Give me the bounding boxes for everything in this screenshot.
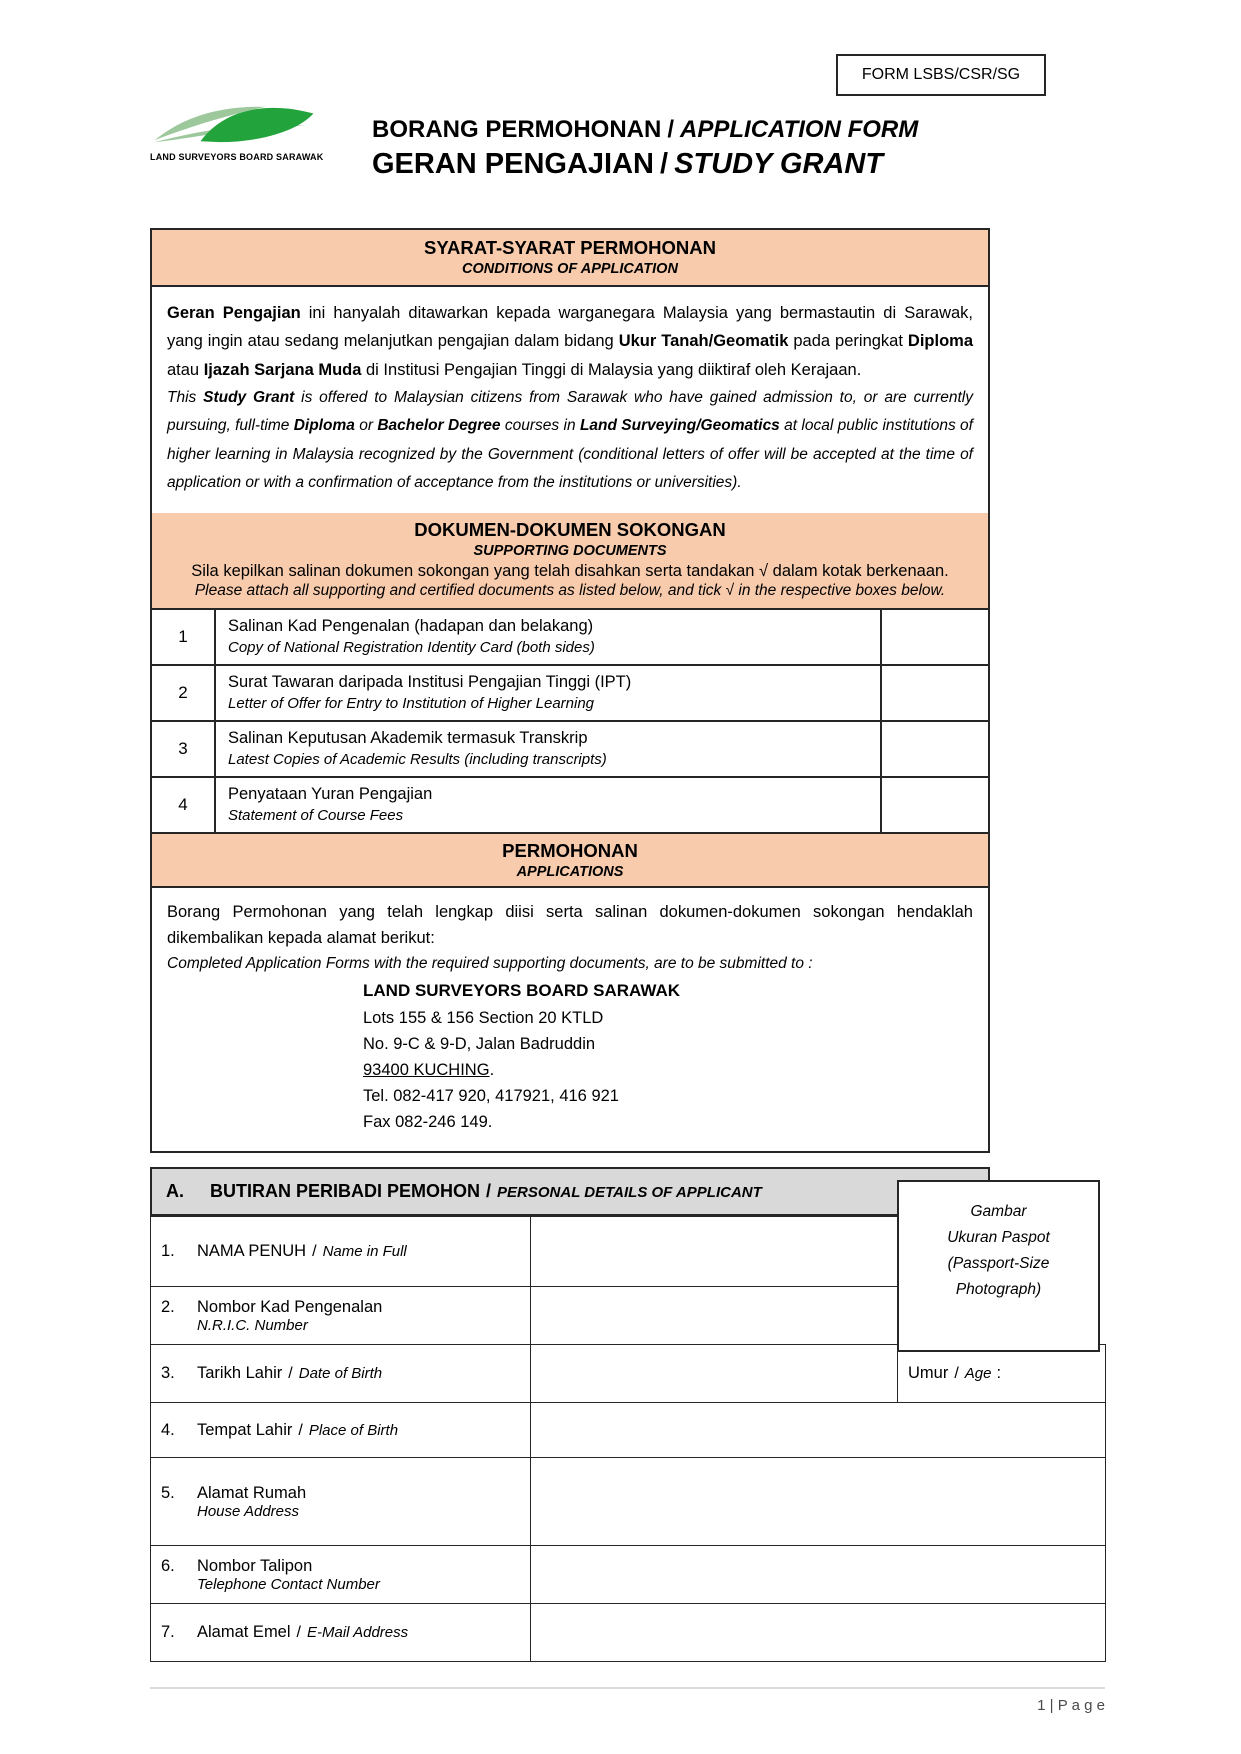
document-row-3	[152, 720, 988, 776]
form-title-line2	[372, 148, 918, 181]
address-line-1: Lots 155 & 156 Section 20 KTLD	[363, 1008, 604, 1027]
form-title-line1	[372, 116, 918, 144]
field-row-phone	[151, 1546, 1106, 1604]
document-title-en: Statement of Course Fees	[228, 806, 404, 824]
document-title-ms: Salinan Kad Pengenalan (hadapan dan belakang)	[228, 617, 594, 636]
doc-tick-cell[interactable]	[880, 778, 988, 832]
title2-ms: GERAN PENGAJIAN	[372, 148, 654, 180]
field-label-nric: 2. Nombor Kad Pengenalan N.R.I.C. Number	[151, 1287, 531, 1345]
document-title-ms: Salinan Keputusan Akademik termasuk Transkrip	[228, 729, 588, 748]
email-input-cell[interactable]	[531, 1604, 1106, 1662]
field-number: 6.	[161, 1556, 175, 1575]
submission-address	[363, 978, 973, 1135]
document-title-ms: Surat Tawaran daripada Institusi Pengajian Tinggi (IPT)	[228, 673, 632, 692]
documents-instruction-en: Please attach all supporting and certified documents as listed below, and tick √ in the respective boxes below.	[194, 581, 946, 599]
home-address-input-cell[interactable]	[531, 1458, 1106, 1546]
section-letter: A.	[166, 1181, 184, 1201]
section-a-header	[150, 1167, 990, 1216]
address-city: 93400 KUCHING	[363, 1060, 490, 1079]
conditions-paragraph-en: This Study Grant is offered to Malaysian citizens from Sarawak who have gained admission to, or are currently pursuing, full-time Diploma or Bachelor Degree courses in Land Surveying/Geomatics at local public institutions of higher learning in Malaysia recognized by the Government (conditional letters of offer will be accepted at the time of application or with a confirmation of acceptance from the institutions or universities).	[167, 389, 973, 491]
title1-ms: BORANG PERMOHONAN	[372, 116, 662, 143]
document-title-ms: Penyataan Yuran Pengajian	[228, 785, 433, 804]
field-row-home-address	[151, 1458, 1106, 1546]
field-number: 7.	[161, 1623, 175, 1641]
doc-tick-cell[interactable]	[880, 722, 988, 776]
photo-box-line2: Ukuran Paspot	[947, 1229, 1050, 1247]
applications-paragraph-en: Completed Application Forms with the required supporting documents, are to be submitted to :	[167, 954, 813, 972]
dob-input-cell[interactable]	[531, 1345, 898, 1403]
document-title-en: Letter of Offer for Entry to Institution of Higher Learning	[228, 694, 595, 712]
form-titles	[372, 102, 918, 181]
pob-input-cell[interactable]	[531, 1403, 1106, 1458]
document-row-4	[152, 776, 988, 832]
field-label-phone: 6. Nombor Talipon Telephone Contact Number	[151, 1546, 531, 1604]
document-title-en: Latest Copies of Academic Results (including transcripts)	[228, 750, 607, 768]
section-a-heading-ms: BUTIRAN PERIBADI PEMOHON	[210, 1181, 481, 1201]
document-number: 4	[152, 778, 216, 832]
page-number: 1 | P a g e	[1037, 1697, 1105, 1714]
field-number: 1.	[161, 1242, 175, 1260]
title2-en: STUDY GRANT	[674, 148, 883, 180]
field-label-dob: 3. Tarikh Lahir / Date of Birth	[151, 1345, 531, 1403]
address-org-name: LAND SURVEYORS BOARD SARAWAK	[363, 980, 681, 1000]
field-row-dob	[151, 1345, 1106, 1403]
footer-divider	[150, 1687, 1105, 1689]
applications-heading-en: APPLICATIONS	[516, 863, 624, 880]
applications-header	[152, 832, 988, 888]
lsbs-logo	[150, 102, 324, 162]
address-line-2: No. 9-C & 9-D, Jalan Badruddin	[363, 1034, 596, 1053]
section-a-heading-en: PERSONAL DETAILS OF APPLICANT	[497, 1184, 762, 1201]
applications-body	[152, 888, 988, 1151]
photo-box-line3: (Passport-Size	[947, 1255, 1050, 1273]
doc-tick-cell[interactable]	[880, 610, 988, 664]
title1-en: APPLICATION FORM	[680, 116, 919, 143]
document-number: 2	[152, 666, 216, 720]
field-number: 4.	[161, 1420, 175, 1439]
form-code-label: FORM LSBS/CSR/SG	[861, 66, 1021, 83]
logo-caption: LAND SURVEYORS BOARD SARAWAK	[150, 152, 324, 162]
conditions-header	[152, 230, 988, 287]
age-label-en: Age	[964, 1365, 992, 1382]
section-a-separator: /	[486, 1181, 492, 1201]
conditions-paragraph-ms: Geran Pengajian ini hanyalah ditawarkan kepada warganegara Malaysia yang bermastautin di Sarawak, yang ingin atau sedang melanjutkan pengajian dalam bidang Ukur Tanah/Geomatik pada peringkat Diploma atau Ijazah Sarjana Muda di Institusi Pengajian Tinggi di Malaysia yang diiktiraf oleh Kerajaan.	[167, 304, 973, 379]
applications-paragraph-ms: Borang Permohonan yang telah lengkap diisi serta salinan dokumen-dokumen sokongan hendaklah dikembalikan kepada alamat berikut:	[167, 902, 973, 948]
name-input-cell[interactable]	[531, 1217, 898, 1287]
address-telephone: Tel. 082-417 920, 417921, 416 921	[363, 1086, 619, 1105]
conditions-heading-en: CONDITIONS OF APPLICATION	[462, 261, 678, 277]
documents-header	[152, 513, 988, 610]
field-row-pob	[151, 1403, 1106, 1458]
title2-separator: /	[660, 148, 669, 180]
applications-heading-ms: PERMOHONAN	[502, 839, 638, 861]
address-fax: Fax 082-246 149.	[363, 1112, 493, 1131]
field-number: 2.	[161, 1297, 175, 1316]
age-label-ms: Umur	[908, 1364, 949, 1382]
field-number: 3.	[161, 1364, 175, 1382]
masthead	[150, 102, 918, 181]
passport-photo-box[interactable]	[897, 1180, 1100, 1352]
doc-tick-cell[interactable]	[880, 666, 988, 720]
field-label-name: 1. NAMA PENUH / Name in Full	[151, 1217, 531, 1287]
field-label-home-address: 5. Alamat Rumah House Address	[151, 1458, 531, 1546]
logo-leaves-icon	[150, 102, 318, 146]
field-number: 5.	[161, 1483, 175, 1502]
document-number: 1	[152, 610, 216, 664]
age-input-cell[interactable]: Umur / Age :	[898, 1345, 1106, 1403]
document-title-en: Copy of National Registration Identity Card (both sides)	[228, 638, 595, 656]
photo-box-line1: Gambar	[970, 1203, 1027, 1220]
form-code-box	[836, 54, 1046, 96]
conditions-heading-ms: SYARAT-SYARAT PERMOHONAN	[424, 237, 716, 258]
address-city-line	[363, 1057, 973, 1083]
title1-separator: /	[667, 116, 675, 143]
phone-input-cell[interactable]	[531, 1546, 1106, 1604]
main-content-box	[150, 228, 990, 1153]
documents-instruction-ms: Sila kepilkan salinan dokumen sokongan yang telah disahkan serta tandakan √ dalam kotak berkenaan.	[191, 561, 949, 580]
document-number: 3	[152, 722, 216, 776]
section-a-personal-details	[150, 1167, 1105, 1662]
field-row-email	[151, 1604, 1106, 1662]
photo-box-line4: Photograph)	[955, 1281, 1042, 1299]
nric-input-cell[interactable]	[531, 1287, 898, 1345]
documents-heading-ms: DOKUMEN-DOKUMEN SOKONGAN	[414, 518, 726, 540]
field-label-email: 7. Alamat Emel / E-Mail Address	[151, 1604, 531, 1662]
documents-heading-en: SUPPORTING DOCUMENTS	[473, 542, 667, 559]
document-row-2	[152, 664, 988, 720]
address-city-period: .	[489, 1060, 495, 1079]
field-label-pob: 4. Tempat Lahir / Place of Birth	[151, 1403, 531, 1458]
conditions-body	[152, 287, 988, 513]
document-row-1	[152, 610, 988, 664]
